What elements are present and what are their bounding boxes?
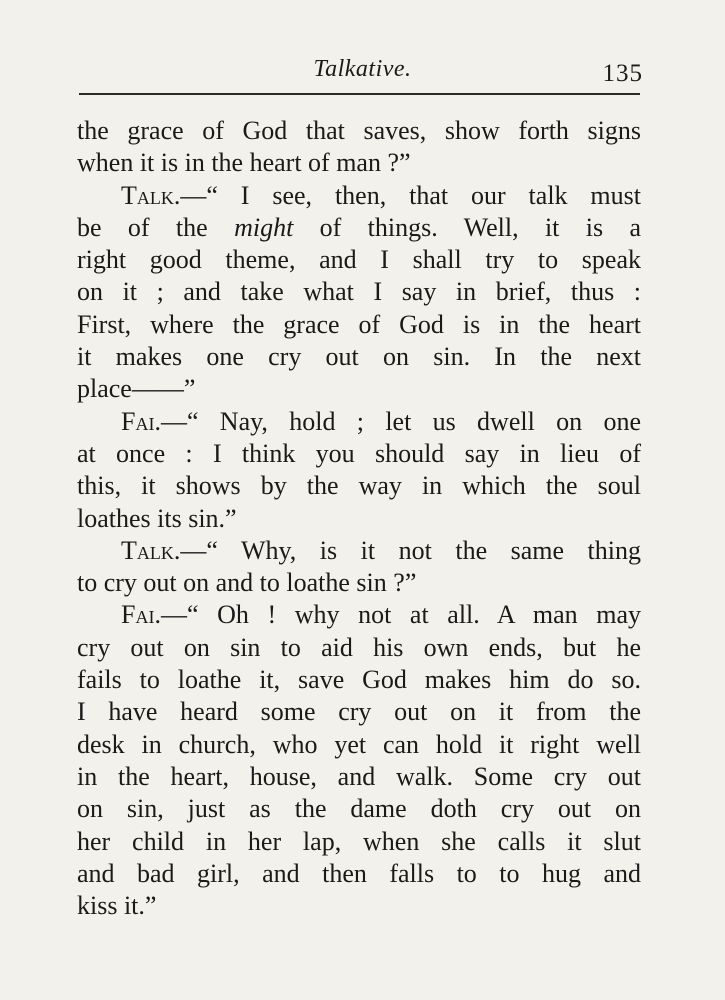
text-line: loathes its sin.” xyxy=(77,503,237,533)
text-line: it makes one cry out on sin. In the next xyxy=(77,342,641,372)
text-line: on it ; and take what I say in brief, thus : xyxy=(77,277,641,307)
speaker-name: Fai. xyxy=(121,600,161,630)
speech-text: be of the xyxy=(77,212,235,242)
text-line: and bad girl, and then falls to to hug and xyxy=(77,858,641,888)
text-line: at once : I think you should say in lieu of xyxy=(77,438,641,468)
text-line: when it is in the heart of man ?” xyxy=(77,148,411,178)
speaker-name: Talk. xyxy=(121,535,181,565)
speaker-name: Fai. xyxy=(121,406,161,436)
text-line: kiss it.” xyxy=(77,891,157,921)
text-line: right good theme, and I shall try to speak xyxy=(77,245,641,275)
speech-text: —“ Why, is it not the same thing xyxy=(180,535,641,565)
speaker-name: Talk. xyxy=(121,180,181,210)
text-line: cry out on sin to aid his own ends, but he xyxy=(77,632,641,662)
text-line: First, where the grace of God is in the heart xyxy=(77,309,641,339)
speech-text: —“ I see, then, that our talk must xyxy=(180,180,641,210)
running-title: Talkative. xyxy=(313,56,412,82)
text-line: the grace of God that saves, show forth signs xyxy=(77,116,641,145)
text-line: place——” xyxy=(77,374,196,404)
text-line xyxy=(77,406,641,438)
speech-text: —“ Oh ! why not at all. A man may xyxy=(160,600,641,630)
speech-text: —“ Nay, hold ; let us dwell on one xyxy=(160,406,641,436)
text-line: this, it shows by the way in which the soul xyxy=(77,471,641,501)
header-rule xyxy=(79,93,640,95)
page-number: 135 xyxy=(602,60,643,87)
text-line: her child in her lap, when she calls it slut xyxy=(77,826,641,856)
text-line: desk in church, who yet can hold it right well xyxy=(77,729,641,759)
text-line: in the heart, house, and walk. Some cry out xyxy=(77,761,641,791)
text-line xyxy=(77,180,641,212)
body-text xyxy=(77,115,641,922)
text-line: I have heard some cry out on it from the xyxy=(77,697,641,727)
emphasis-text: might xyxy=(234,212,294,242)
text-line xyxy=(77,599,641,631)
speech-text: of things. Well, it is a xyxy=(293,212,642,242)
text-line: to cry out on and to loathe sin ?” xyxy=(77,568,417,598)
text-line: on sin, just as the dame doth cry out on xyxy=(77,794,641,824)
text-line: fails to loathe it, save God makes him do so. xyxy=(77,665,641,695)
text-line xyxy=(77,212,641,244)
text-line xyxy=(77,535,641,567)
